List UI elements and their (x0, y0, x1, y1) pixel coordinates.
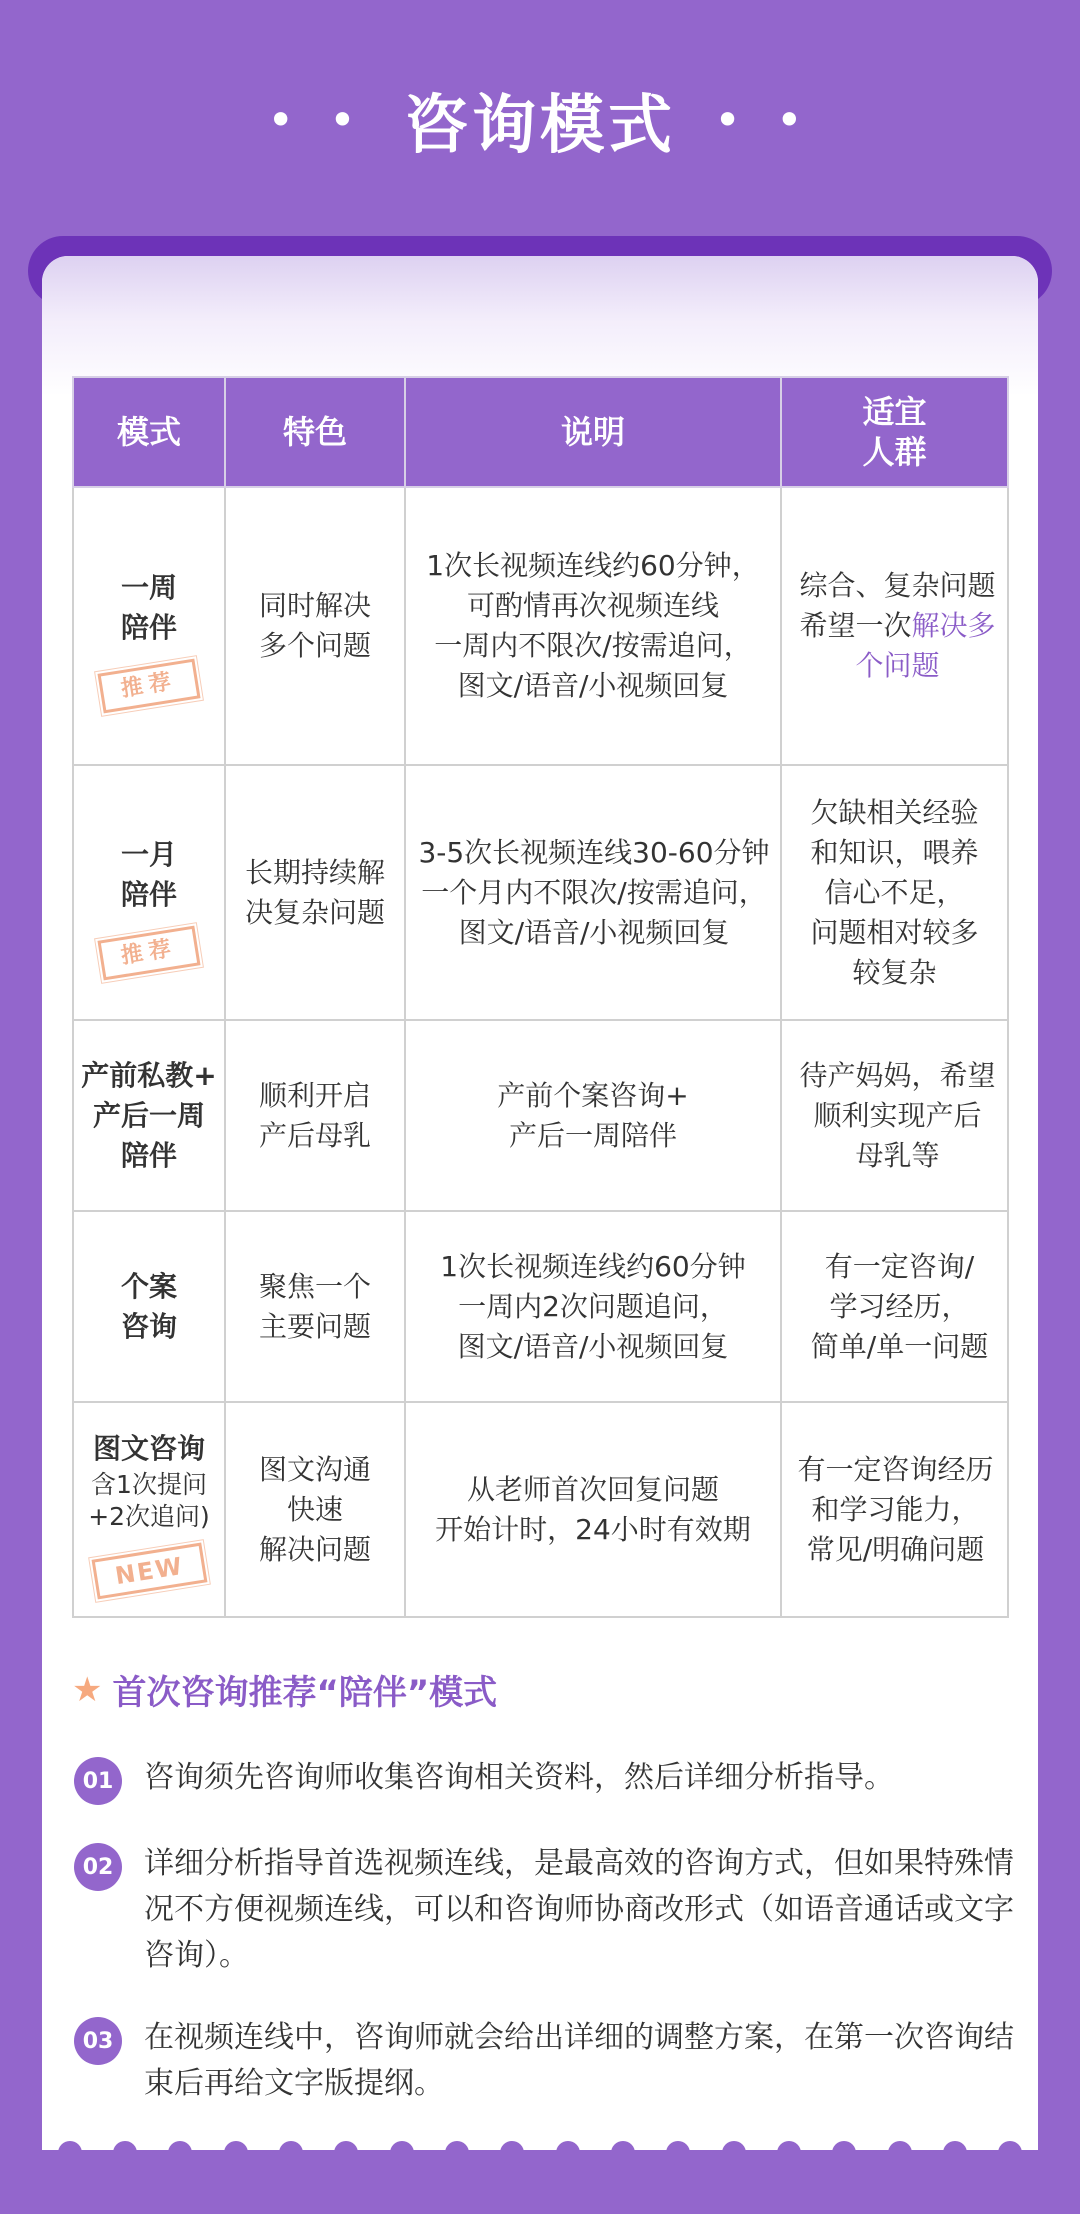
audience-cell: 综合、复杂问题 希望一次解决多个问题 (781, 487, 1008, 765)
audience-cell: 有一定咨询经历 和学习能力， 常见/明确问题 (781, 1402, 1008, 1617)
mode-name: 图文咨询 含1次提问 +2次追问) NEW (73, 1402, 225, 1617)
table-row (73, 765, 1008, 1020)
feature-cell: 长期持续解 决复杂问题 (225, 765, 405, 1020)
list-item (74, 1841, 1014, 1979)
table-row (73, 1211, 1008, 1402)
list-item (74, 1755, 1014, 1805)
feature-cell: 同时解决 多个问题 (225, 487, 405, 765)
new-stamp: NEW (91, 1542, 207, 1599)
list-item (74, 2015, 1014, 2107)
recommend-stamp: 推荐 (97, 659, 200, 714)
description-cell: 3-5次长视频连线30-60分钟 一个月内不限次/按需追问， 图文/语音/小视频回复 (405, 765, 781, 1020)
mode-name: 一月 陪伴 推荐 (73, 765, 225, 1020)
description-cell: 1次长视频连线约60分钟 一周内2次问题追问， 图文/语音/小视频回复 (405, 1211, 781, 1402)
step-text: 详细分析指导首选视频连线，是最高效的咨询方式，但如果特殊情况不方便视频连线，可以和咨询师协商改形式（如语音通话或文字咨询）。 (144, 1846, 1014, 1973)
step-number-badge: 02 (74, 1843, 122, 1891)
steps-list (74, 1755, 1014, 2143)
feature-cell: 图文沟通 快速 解决问题 (225, 1402, 405, 1617)
tips-title: 首次咨询推荐“陪伴”模式 (112, 1673, 498, 1713)
description-cell: 产前个案咨询+ 产后一周陪伴 (405, 1020, 781, 1211)
audience-cell: 欠缺相关经验 和知识，喂养 信心不足， 问题相对较多 较复杂 (781, 765, 1008, 1020)
mode-name: 个案 咨询 (73, 1211, 225, 1402)
star-icon: ★ (72, 1669, 103, 1710)
header-dots-left: • • (267, 93, 366, 147)
header-audience-line1: 适宜 (862, 393, 927, 431)
header-description: 说明 (405, 377, 781, 487)
audience-cell: 待产妈妈，希望 顺利实现产后 母乳等 (781, 1020, 1008, 1211)
table-header-row (73, 377, 1008, 487)
header-feature: 特色 (225, 377, 405, 487)
mode-name: 一周 陪伴 推荐 (73, 487, 225, 765)
table-row (73, 1020, 1008, 1211)
description-cell: 1次长视频连线约60分钟， 可酌情再次视频连线 一周内不限次/按需追问， 图文/语音/小视频回复 (405, 487, 781, 765)
feature-cell: 顺利开启 产后母乳 (225, 1020, 405, 1211)
table-row (73, 487, 1008, 765)
header-mode: 模式 (73, 377, 225, 487)
audience-cell: 有一定咨询/ 学习经历， 简单/单一问题 (781, 1211, 1008, 1402)
modes-table (72, 376, 1009, 1618)
page-header (0, 0, 1080, 240)
tips-heading (72, 1665, 497, 1714)
feature-cell: 聚焦一个 主要问题 (225, 1211, 405, 1402)
step-text: 在视频连线中，咨询师就会给出详细的调整方案，在第一次咨询结束后再给文字版提纲。 (144, 2020, 1014, 2101)
step-number-badge: 01 (74, 1757, 122, 1805)
description-cell: 从老师首次回复问题 开始计时，24小时有效期 (405, 1402, 781, 1617)
card-glow (42, 256, 1038, 396)
header-audience (781, 377, 1008, 487)
table-row (73, 1402, 1008, 1617)
header-audience-line2: 人群 (862, 433, 927, 471)
step-text: 咨询须先咨询师收集咨询相关资料，然后详细分析指导。 (144, 1760, 894, 1795)
step-number-badge: 03 (74, 2017, 122, 2065)
header-dots-right: • • (714, 93, 813, 147)
recommend-stamp: 推荐 (97, 925, 200, 980)
page-title: 咨询模式 (404, 89, 676, 163)
mode-name: 产前私教+ 产后一周 陪伴 (73, 1020, 225, 1211)
audience-highlight: 解决多个问题 (855, 609, 996, 682)
